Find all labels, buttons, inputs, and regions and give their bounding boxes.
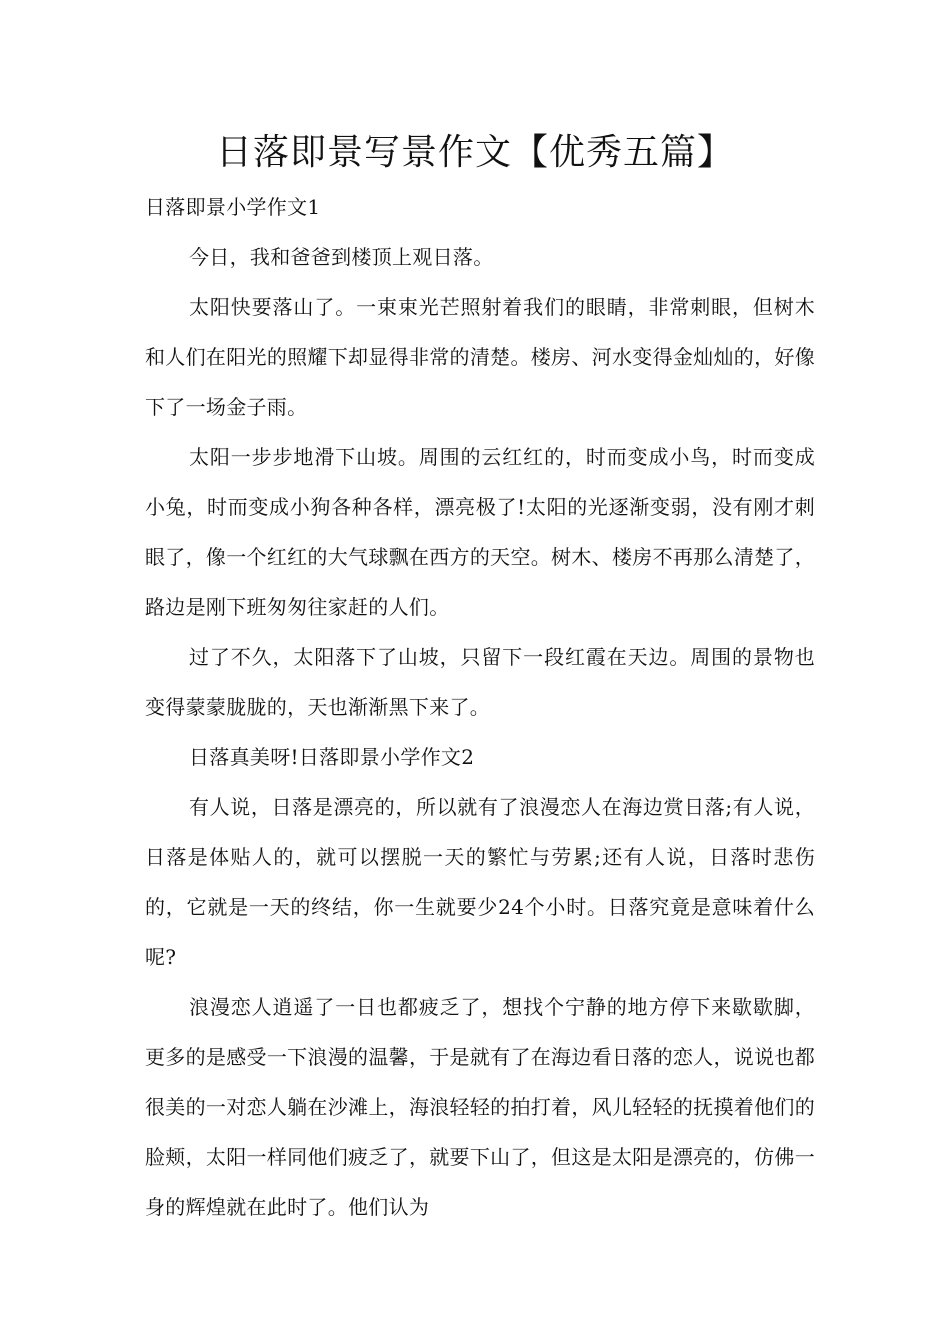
- section-heading: 日落真美呀!日落即景小学作文2: [189, 745, 475, 769]
- paragraph: 浪漫恋人逍遥了一日也都疲乏了，想找个宁静的地方停下来歇歇脚，更多的是感受一下浪漫的温馨，于是就有了在海边看日落的恋人，说说也都很美的一对恋人躺在沙滩上，海浪轻轻的拍打着，风儿轻轻的抚摸着他们的脸颊，太阳一样同他们疲乏了，就要下山了，但这是太阳是漂亮的，仿佛一身的辉煌就在此时了。他们认为: [145, 995, 815, 1219]
- section-heading: 日落即景小学作文1: [145, 195, 321, 219]
- paragraph: 有人说，日落是漂亮的，所以就有了浪漫恋人在海边赏日落;有人说，日落是体贴人的，就可以摆脱一天的繁忙与劳累;还有人说，日落时悲伤的，它就是一天的终结，你一生就要少24个小时。日落究竟是意味着什么呢?: [145, 795, 815, 969]
- paragraph: 太阳快要落山了。一束束光芒照射着我们的眼睛，非常刺眼，但树木和人们在阳光的照耀下却显得非常的清楚。楼房、河水变得金灿灿的，好像下了一场金子雨。: [145, 295, 815, 419]
- paragraph: 过了不久，太阳落下了山坡，只留下一段红霞在天边。周围的景物也变得蒙蒙胧胧的，天也渐渐黑下来了。: [145, 645, 815, 719]
- document-title: 日落即景写景作文【优秀五篇】: [215, 132, 734, 173]
- document-body: [145, 182, 815, 1232]
- paragraph: 今日，我和爸爸到楼顶上观日落。: [189, 245, 494, 269]
- paragraph: 太阳一步步地滑下山坡。周围的云红红的，时而变成小鸟，时而变成小兔，时而变成小狗各种各样，漂亮极了!太阳的光逐渐变弱，没有刚才刺眼了，像一个红红的大气球飘在西方的天空。树木、楼房不再那么清楚了，路边是刚下班匆匆往家赶的人们。: [145, 445, 815, 619]
